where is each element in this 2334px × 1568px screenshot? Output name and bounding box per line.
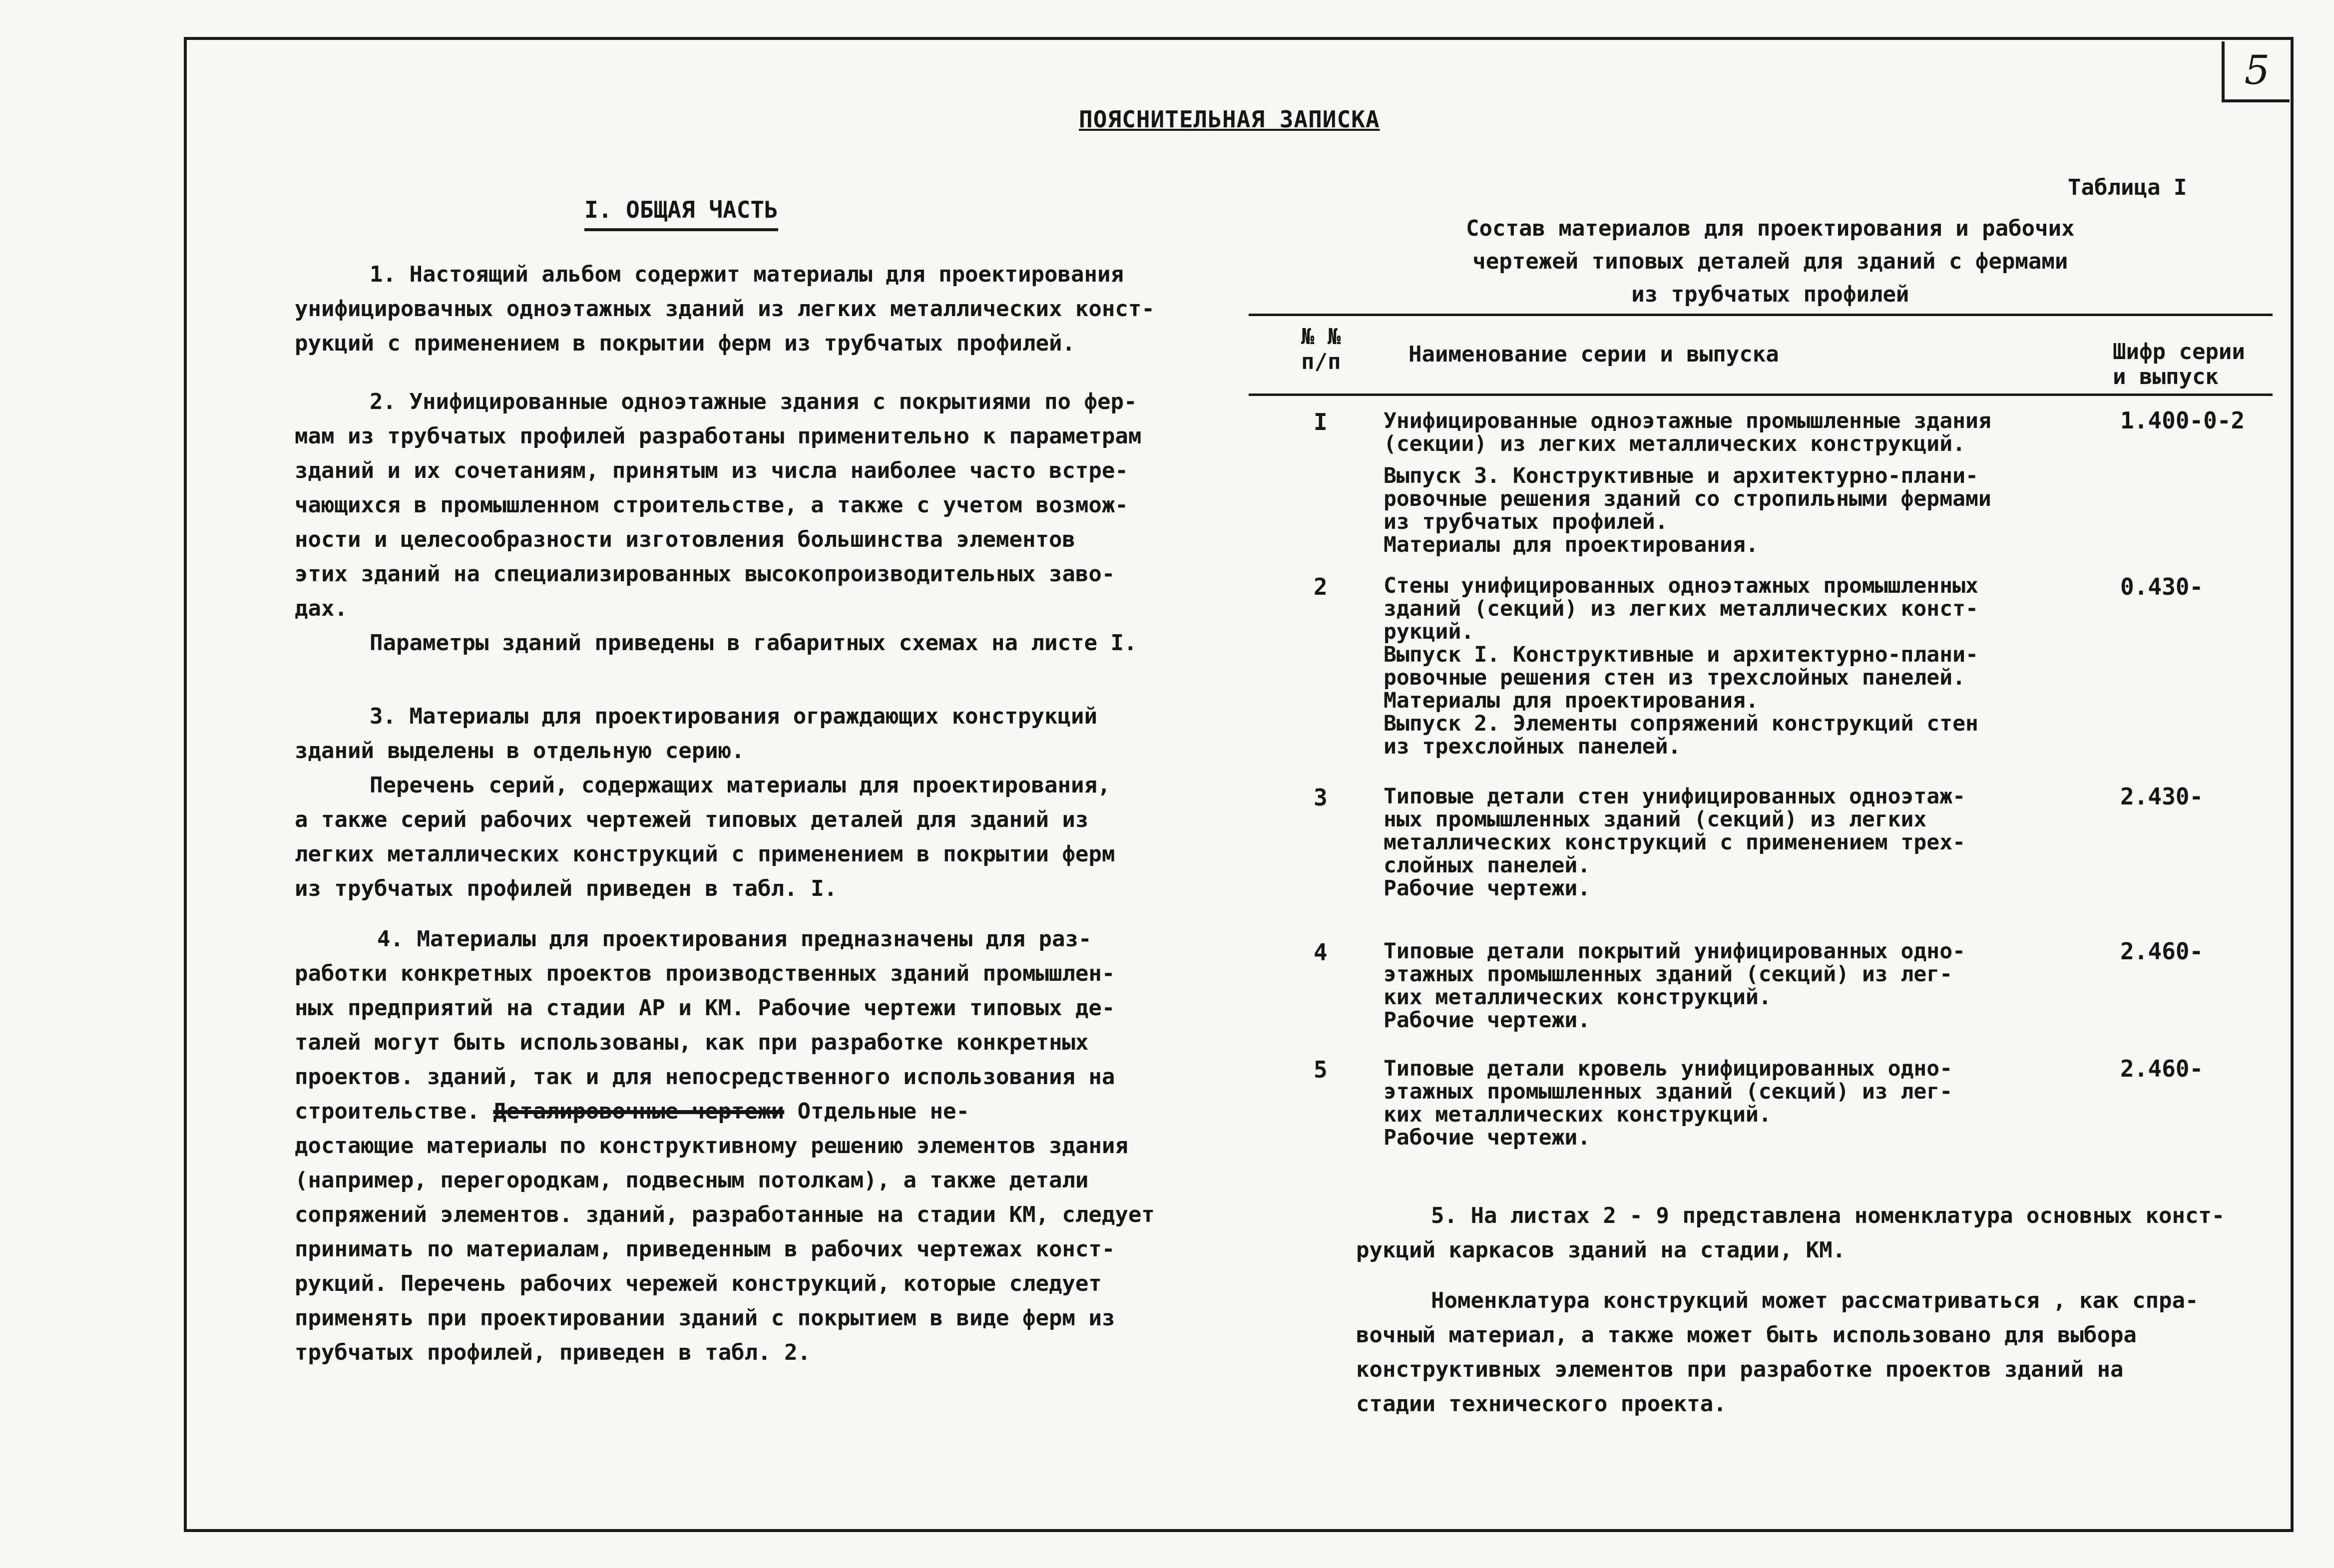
row-5-text: Типовые детали кровель унифицированных одно- этажных промышленных зданий (секций) из лег- ких металлических конструкций. Рабочие чертежи.: [1384, 1056, 1953, 1150]
paragraph-4: 4. Материалы для проектирования предназначены для раз- работки конкретных проектов производственных зданий промышлен- ных предприятий на стадии АР и КМ. Рабочие чертежи типовых де- талей могут быть использованы, как при разработке конкретных проектов. зданий, так и для непосредственного использования на строительстве. Деталировочные чертежи Отдельные не- достающие материалы по конструктивному решению элементов здания (например, перегородкам, подвесным потолкам), а также детали сопряжений элементов. зданий, разработанные на стадии КМ, следует принимать по материалам, приведенным в рабочих чертежах конст- рукций. Перечень рабочих чережей конструкций, которые следует применять при проектировании зданий с покрытием в виде ферм из трубчатых профилей, приведен в табл. 2.: [295, 926, 1155, 1365]
header-num: № № п/п: [1301, 324, 1341, 375]
row-1-num: I: [1314, 408, 1328, 435]
row-2-code: 0.430-: [2120, 573, 2204, 600]
row-4-num: 4: [1314, 939, 1328, 966]
paragraph-3: 3. Материалы для проектирования ограждающих конструкций зданий выделены в отдельную серию. Перечень серий, содержащих материалы для проектирования, а также серий рабочих чертежей типовых деталей для зданий из легких металлических конструкций с применением в покрытии ферм из трубчатых профилей приведен в табл. I.: [295, 704, 1115, 901]
table-caption: Состав материалов для проектирования и рабочих чертежей типовых деталей для зданий с фермами из трубчатых профилей: [1466, 216, 2075, 307]
paragraph-2: 2. Унифицированные одноэтажные здания с покрытиями по фер- мам из трубчатых профилей разработаны применительно к параметрам зданий и их сочетаниям, принятым из числа наиболее часто встре- чающихся в промышленном строительстве, а также с учетом возмож- ности и целесообразности изготовления большинства элементов этих зданий на специализированных высокопроизводительных заво- дах. Параметры зданий приведены в габаритных схемах на листе I.: [295, 389, 1142, 656]
table-label: Таблица I: [2068, 175, 2187, 200]
row-1-code: 1.400-0-2: [2120, 407, 2245, 434]
row-5-num: 5: [1314, 1056, 1328, 1083]
paragraph-6: Номенклатура конструкций может рассматриваться , как спра- вочный материал, а также может быть использовано для выбора конструктивных элементов при разработке проектов зданий на стадии технического проекта.: [1356, 1288, 2199, 1417]
header-code: Шифр серии и выпуск: [2113, 339, 2245, 390]
row-2-text: Стены унифицированных одноэтажных промышленных зданий (секций) из легких металлических конст- рукций. Выпуск I. Конструктивные и архитектурно-плани- ровочные решения стен из трехслойных панелей. Материалы для проектирования. Выпуск 2. Элементы сопряжений конструкций стен из трехслойных панелей.: [1384, 573, 1978, 759]
row-3-num: 3: [1314, 784, 1328, 811]
row-3-code: 2.430-: [2120, 783, 2204, 810]
row-5-code: 2.460-: [2120, 1055, 2204, 1082]
document-title: ПОЯСНИТЕЛЬНАЯ ЗАПИСКА: [1079, 106, 1380, 133]
page-number: 5: [2222, 41, 2290, 102]
section-heading: I. ОБЩАЯ ЧАСТЬ: [584, 196, 778, 231]
row-4-text: Типовые детали покрытий унифицированных одно- этажных промышленных зданий (секций) из лег- ких металлических конструкций. Рабочие чертежи.: [1384, 939, 1965, 1033]
row-4-code: 2.460-: [2120, 938, 2204, 965]
row-3-text: Типовые детали стен унифицированных одноэтаж- ных промышленных зданий (секций) из легких металлических конструкций с применением трех- слойных панелей. Рабочие чертежи.: [1384, 784, 1965, 901]
table-header-rule: [1249, 393, 2273, 396]
header-name: Наименование серии и выпуска: [1408, 342, 1779, 367]
row-1-text: Унифицированные одноэтажные промышленные здания (секции) из легких металлических конструкций. Выпуск 3. Конструктивные и архитектурно-плани- ровочные решения зданий со стропильными фермами из трубчатых профилей. Материалы для проектирования.: [1384, 408, 1991, 557]
paragraph-5: 5. На листах 2 - 9 представлена номенклатура основных конст- рукций каркасов зданий на стадии, КМ.: [1356, 1203, 2225, 1263]
paragraph-4-line-strike: строительстве. Деталировочные чертежи Отдельные не-: [295, 1099, 970, 1124]
row-2-num: 2: [1314, 573, 1328, 600]
struck-text: Деталировочные чертежи: [493, 1099, 785, 1124]
paragraph-1: 1. Настоящий альбом содержит материалы для проектирования унифицировачных одноэтажных зданий из легких металлических конст- рукций с применением в покрытии ферм из трубчатых профилей.: [295, 262, 1155, 356]
table-top-rule: [1249, 314, 2273, 316]
